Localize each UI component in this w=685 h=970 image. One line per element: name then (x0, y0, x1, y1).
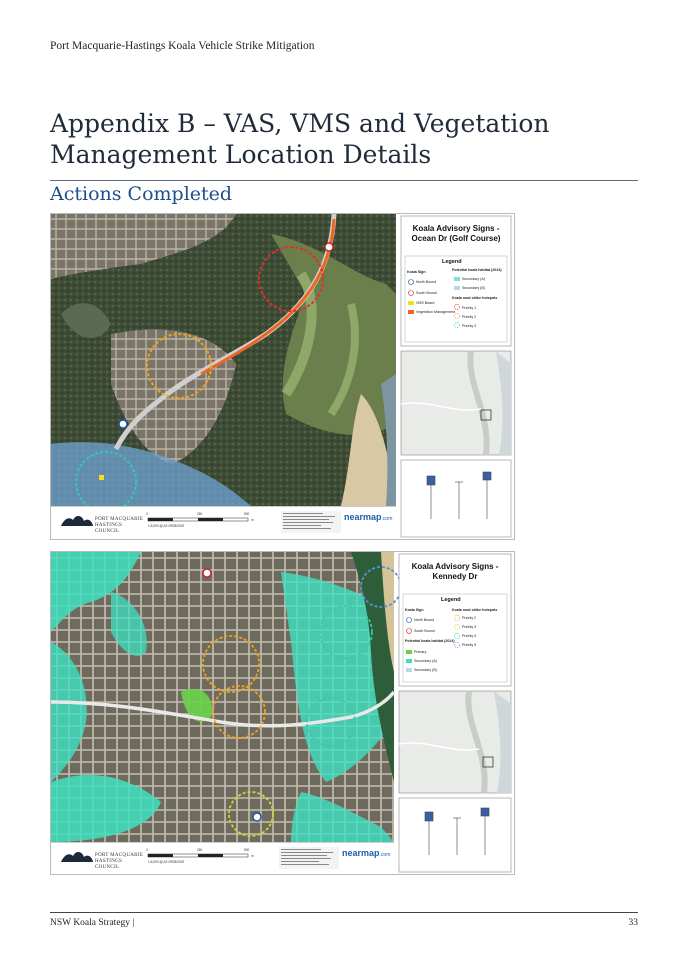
vms-board-marker (99, 475, 104, 480)
legend-label: Priority 2 (462, 315, 477, 319)
legend-label: Priority 3 (462, 324, 477, 328)
legend-label: VMS Board (416, 301, 435, 305)
council-name: PORT MACQUARIE HASTINGS COUNCIL (95, 853, 144, 870)
legend-label: Priority 5 (462, 643, 477, 647)
legend-label: Potential koala habitat (2014) (405, 639, 455, 643)
locality-inset-map (399, 691, 511, 793)
map-figure-ocean-dr (50, 213, 515, 540)
legend-label: South Bound (414, 629, 435, 633)
north-bound-sign-marker (253, 813, 261, 821)
scale-tick: 250 (197, 848, 203, 852)
nearmap-logo: nearmap.com (342, 848, 391, 858)
council-name: PORT MACQUARIE HASTINGS COUNCIL (95, 517, 144, 534)
legend-heading: Legend (441, 597, 461, 603)
legend-label: Primary (414, 650, 427, 654)
scale-note: 1:5,000 @ A3 29/08/2019 (148, 524, 185, 528)
section-heading: Actions Completed (50, 183, 233, 205)
sign-detail-panel (399, 798, 511, 872)
running-header: Port Macquarie-Hastings Koala Vehicle Strike Mitigation (50, 40, 315, 52)
legend-label: Priority 2 (462, 616, 477, 620)
nearmap-logo: nearmap.com (344, 512, 393, 522)
scale-tick: 500 (244, 512, 250, 516)
sign-detail-panel (401, 460, 511, 537)
footer-label: NSW Koala Strategy | (50, 918, 135, 928)
scale-unit: m (251, 854, 254, 858)
footer-rule (50, 912, 638, 913)
legend-label: South Bound (416, 291, 437, 295)
legend-label: North Bound (416, 280, 437, 284)
legend-label: Priority 4 (462, 634, 477, 638)
legend-label: Priority 1 (462, 306, 477, 310)
south-bound-sign-marker (325, 243, 333, 251)
scale-tick: 0 (146, 848, 148, 852)
legend-label: North Bound (414, 618, 435, 622)
legend-heading: Legend (442, 259, 462, 265)
legend-label: Vegetation Management (416, 310, 455, 314)
legend-label: Potential koala habitat (2014) (452, 268, 502, 272)
legend-label: Koala road strike hotspots (452, 608, 498, 612)
map-title: Koala Advisory Signs - Kennedy Dr (411, 562, 499, 581)
map-title: Koala Advisory Signs - Ocean Dr (Golf Course) (411, 224, 501, 243)
map-figure-kennedy-dr (50, 551, 515, 875)
south-bound-sign-marker (203, 569, 211, 577)
legend-label: Koala road strike hotspots (452, 296, 498, 300)
scale-tick: 500 (244, 848, 250, 852)
legend-label: Secondary (B) (462, 286, 485, 290)
north-bound-sign-marker (119, 420, 127, 428)
legend-label: Secondary (B) (414, 668, 437, 672)
legend-label: Priority 3 (462, 625, 477, 629)
legend-label: Koala Sign (405, 608, 424, 612)
legend-label: Secondary (A) (414, 659, 437, 663)
page-title: Appendix B – VAS, VMS and Vegetation Management Location Details (50, 109, 550, 169)
legend-label: Secondary (A) (462, 277, 485, 281)
scale-note: 1:6,000 @ A3 29/08/2019 (148, 860, 185, 864)
scale-tick: 0 (146, 512, 148, 516)
title-rule (50, 180, 638, 181)
scale-unit: m (251, 518, 254, 522)
scale-tick: 250 (197, 512, 203, 516)
page-number: 33 (628, 918, 638, 928)
legend-label: Koala Sign (407, 270, 426, 274)
